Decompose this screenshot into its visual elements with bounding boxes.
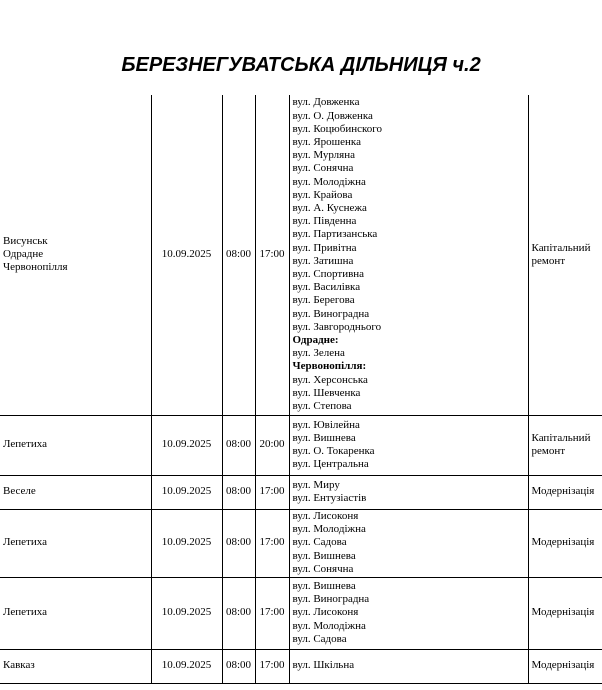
street-address: вул. Лисоконя — [292, 509, 359, 522]
work-type-cell — [528, 577, 602, 649]
start-time-cell: 08:00 — [222, 577, 255, 649]
location-cell — [0, 577, 151, 649]
street-address: вул. Берегова — [292, 294, 355, 307]
street-address: вул. Ярошенка — [292, 135, 361, 148]
work-type-text: Модернізація — [531, 536, 595, 549]
street-address: вул. Центральна — [292, 458, 369, 471]
start-time-cell: 08:00 — [222, 95, 255, 415]
street-address: вул. Вишнева — [292, 579, 356, 592]
start-time-cell: 08:00 — [222, 475, 255, 509]
work-type-text: Капітальний — [531, 431, 591, 444]
address-cell — [289, 577, 528, 649]
location-cell — [0, 475, 151, 509]
work-type-text: ремонт — [531, 254, 566, 267]
address-cell — [289, 509, 528, 577]
address-cell — [289, 649, 528, 683]
street-address: вул. Шкільна — [292, 659, 355, 672]
location-name: Одрадне — [3, 248, 44, 261]
work-type-cell — [528, 95, 602, 415]
end-time-cell: 17:00 — [255, 95, 289, 415]
work-type-cell — [528, 509, 602, 577]
location-name: Висунськ — [3, 234, 48, 247]
street-address: вул. Молодіжна — [292, 619, 366, 632]
start-time-cell: 08:00 — [222, 509, 255, 577]
street-address: вул. Степова — [292, 399, 352, 412]
street-address: вул. Сонячна — [292, 562, 354, 575]
end-time-cell: 17:00 — [255, 649, 289, 683]
end-time-cell: 17:00 — [255, 475, 289, 509]
street-address: вул. Шевченка — [292, 386, 361, 399]
street-address: вул. Вишнева — [292, 431, 356, 444]
street-address: вул. О. Довженка — [292, 109, 373, 122]
date-cell: 10.09.2025 — [151, 95, 222, 415]
street-address: вул. Завгороднього — [292, 320, 382, 333]
outage-schedule-table — [0, 95, 602, 684]
start-time-cell: 08:00 — [222, 649, 255, 683]
date-cell: 10.09.2025 — [151, 415, 222, 475]
location-name: Веселе — [3, 485, 36, 498]
date-cell: 10.09.2025 — [151, 649, 222, 683]
location-name: Кавказ — [3, 659, 35, 672]
street-address: вул. Спортивна — [292, 267, 365, 280]
table-row — [0, 95, 602, 415]
work-type-cell — [528, 415, 602, 475]
address-cell — [289, 415, 528, 475]
address-cell — [289, 95, 528, 415]
end-time-cell: 17:00 — [255, 577, 289, 649]
location-name: Лепетиха — [3, 438, 47, 451]
street-address: вул. Сонячна — [292, 162, 354, 175]
start-time-cell: 08:00 — [222, 415, 255, 475]
end-time-cell: 20:00 — [255, 415, 289, 475]
end-time-cell: 17:00 — [255, 509, 289, 577]
location-name: Лепетиха — [3, 606, 47, 619]
street-address: вул. Молодіжна — [292, 523, 366, 536]
street-address: вул. Довженка — [292, 96, 360, 109]
street-address: вул. Партизанська — [292, 228, 378, 241]
street-address: вул. Південна — [292, 215, 357, 228]
settlement-subheading: Одрадне: — [292, 333, 339, 346]
work-type-cell — [528, 475, 602, 509]
work-type-text: Модернізація — [531, 606, 595, 619]
street-address: вул. Затишна — [292, 254, 354, 267]
work-type-text: Капітальний — [531, 241, 591, 254]
street-address: вул. Василівка — [292, 281, 361, 294]
work-type-text: Модернізація — [531, 485, 595, 498]
street-address: вул. Садова — [292, 632, 347, 645]
location-name: Червонопілля — [3, 261, 68, 274]
table-row — [0, 415, 602, 475]
table-row — [0, 649, 602, 683]
page-title: БЕРЕЗНЕГУВАТСЬКА ДІЛЬНИЦЯ ч.2 — [121, 54, 481, 76]
street-address: вул. Мурляна — [292, 149, 356, 162]
street-address: вул. Херсонська — [292, 373, 368, 386]
date-cell: 10.09.2025 — [151, 475, 222, 509]
street-address: вул. Привітна — [292, 241, 357, 254]
street-address: вул. Коцюбинского — [292, 122, 382, 135]
street-address: вул. Крайова — [292, 188, 353, 201]
location-cell — [0, 95, 151, 415]
table-row — [0, 577, 602, 649]
street-address: вул. Садова — [292, 536, 347, 549]
work-type-cell — [528, 649, 602, 683]
location-cell — [0, 649, 151, 683]
location-cell — [0, 415, 151, 475]
settlement-subheading: Червонопілля: — [292, 360, 367, 373]
street-address: вул. Вишнева — [292, 549, 356, 562]
street-address: вул. Ювілейна — [292, 418, 360, 431]
street-address: вул. А. Куснежа — [292, 201, 367, 214]
table-body — [0, 95, 602, 683]
work-type-text: ремонт — [531, 445, 566, 457]
table-row — [0, 475, 602, 509]
street-address: вул. Миру — [292, 478, 340, 491]
street-address: вул. Молодіжна — [292, 175, 366, 188]
address-cell — [289, 475, 528, 509]
street-address: вул. Виноградна — [292, 593, 370, 606]
street-address: вул. О. Токаренка — [292, 445, 375, 457]
date-cell: 10.09.2025 — [151, 509, 222, 577]
work-type-text: Модернізація — [531, 659, 595, 672]
street-address: вул. Зелена — [292, 347, 345, 360]
date-cell: 10.09.2025 — [151, 577, 222, 649]
street-address: вул. Ентузіастів — [292, 492, 367, 504]
street-address: вул. Лисоконя — [292, 606, 359, 619]
location-cell — [0, 509, 151, 577]
location-name: Лепетиха — [3, 536, 47, 549]
table-row — [0, 509, 602, 577]
street-address: вул. Виноградна — [292, 307, 370, 320]
